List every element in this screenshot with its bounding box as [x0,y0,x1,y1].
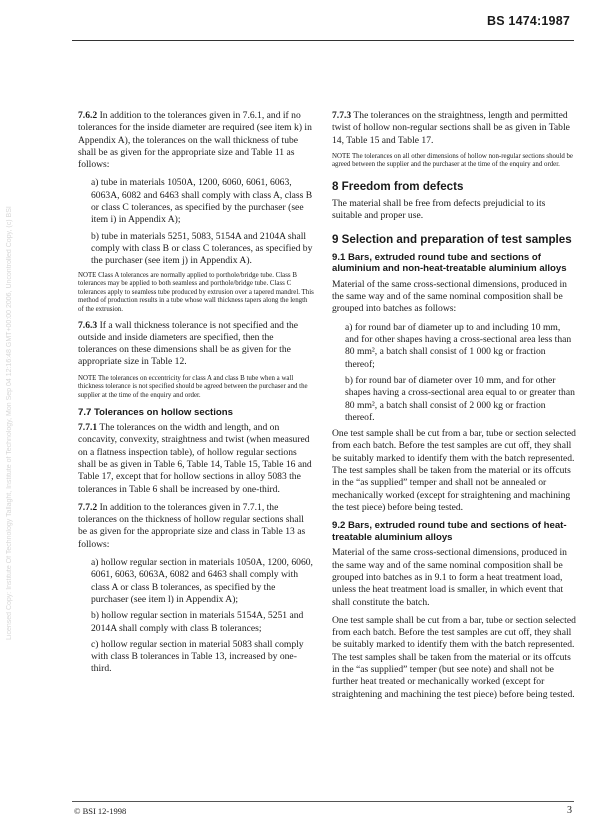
paragraph: Material of the same cross-sectional dimensions, produced in the same way and of the same nominal composition shall be grouped into batches as follows: [332,278,567,315]
paragraph: One test sample shall be cut from a bar, tube or section selected from each batch. Before the test samples are cut off, they shall be suitably marked to identify them with the batch represented. The test samples shall be taken from the material or its offcuts in the “as supplied” temper (but see note) and shall not be further heat treated or mechanically worked (except for straightening and machining the test piece) before being tested. [332,614,576,700]
subsection-heading-9-2: 9.2 Bars, extruded round tube and sections of heat-treatable aluminium alloys [332,520,567,543]
list-item: c) hollow regular section in material 5083 shall comply with class B tolerances in Table 13, increased by one-third. [91,638,304,675]
clause-7-7-3 [332,110,576,147]
list-item: b) tube in materials 5251, 5083, 5154A and 2104A shall comply with class B or class C tolerances, as specified by the purchaser (see item j) in Appendix A). [91,230,313,267]
clause-number: 7.6.3 [78,319,98,331]
header-rule [72,40,574,41]
page-number: 3 [567,805,572,816]
clause-number: 7.6.2 [78,110,98,121]
clause-number: 7.7.2 [78,501,98,513]
paragraph: Material of the same cross-sectional dimensions, produced in the same way and of the same nominal composition shall be grouped into batches as in 9.1 to form a heat treatment load, unless the heat treatment load is smaller, in which event that shall constitute the batch. [332,547,567,608]
clause-7-6-2 [78,110,314,171]
clause-number: 7.7.1 [78,422,98,434]
note: NOTE The tolerances on all other dimensions of hollow non-regular sections should be agreed between the supplier and the purchaser at the time of the enquiry and order. [332,152,573,169]
list-item: b) for round bar of diameter over 10 mm, and for other shapes having a cross-sectional area equal to or greater than 80 mm², a batch shall consist of 2 000 kg or fraction thereof. [345,374,575,423]
list-item: b) hollow regular section in materials 5154A, 5251 and 2014A shall comply with class B tolerances; [91,610,304,634]
list-item: a) tube in materials 1050A, 1200, 6060, 6061, 6063, 6063A, 6082 and 6463 shall comply with class A, class B or class C tolerances, as specified by the purchaser (see item i) in Appendix A); [91,177,313,226]
clause-7-7-2 [78,502,314,551]
clause-text: In addition to the tolerances given in 7.6.1, and if no tolerances for the inside diameter are required (see item k) in Appendix A), the tolerances on the wall thickness of tube shall be as given for the appropriate size and Table 11 as follows: [78,110,312,171]
section-heading-9: 9 Selection and preparation of test samples [332,232,572,246]
clause-text: If a wall thickness tolerance is not specified and the outside and inside diameters are specified, then the tolerances on these dimensions shall be as given for the appropriate size in Table 12. [78,319,299,368]
clause-7-7-1 [78,422,314,496]
watermark: Licensed Copy: Institute Of Technology Tallaght, Institute of Technology, Mon Sep 04 12:16:48 GMT+00:00 2006, Uncontrolled Copy, (c) BSI [6,206,13,640]
clause-number: 7.7.3 [332,110,352,121]
section-heading-7-7: 7.7 Tolerances on hollow sections [78,406,233,418]
clause-text: In addition to the tolerances given in 7.7.1, the tolerances on the thickness of hollow regular sections shall be as given for the appropriate size and class in Table 13 as follows: [78,501,306,550]
note: NOTE The tolerances on eccentricity for class A and class B tube when a wall thickness tolerance is not specified should be agreed between the purchaser and the supplier at the time of the enquiry and order. [78,374,308,399]
copyright: © BSI 12-1998 [74,806,127,816]
footer-rule [72,801,574,802]
clause-7-6-3 [78,320,314,369]
clause-text: The tolerances on the straightness, length and permitted twist of hollow non-regular sections shall be as given in Table 14, Table 15 and Table 17. [332,110,570,146]
note: NOTE Class A tolerances are normally applied to porthole/bridge tube. Class B tolerances may be applied to both seamless and porthole/bridge tube. Class C tolerances apply to seamless tube produced by extrusion over a tapered mandrel. This method of production results in a tube whose wall thickness tapers along the length of the extrusion. [78,271,314,313]
document-id: BS 1474:1987 [486,14,570,28]
left-column [78,110,314,680]
paragraph: One test sample shall be cut from a bar, tube or section selected from each batch. Before the test samples are cut off, they shall be suitably marked to identify them with the batch represented. The test samples shall be taken from the material or its offcuts in the “as supplied” temper and shall not be annealed or mechanically worked (except for straightening and machining the test piece) before being tested. [332,428,576,513]
section-8-text: The material shall be free from defects prejudicial to its suitable and proper use. [332,198,546,222]
right-column [332,110,576,707]
clause-text: The tolerances on the width and length, and on concavity, convexity, straightness and twist (when measured on a flatness inspection table), of hollow regular sections shall be as given in Table 6, Table 14, Table 15, Table 16 and Table 17, except that for hollow sections in alloy 5083 the tolerances in Table 6 shall be increased by one-third. [78,422,312,495]
list-item: a) for round bar of diameter up to and including 10 mm, and for other shapes having a cross-sectional area less than 80 mm², a batch shall consist of 1 000 kg or fraction thereof; [345,321,572,370]
section-heading-8: 8 Freedom from defects [332,180,464,194]
list-item: a) hollow regular section in materials 1050A, 1200, 6060, 6061, 6063, 6063A, 6082 and 6463 shall comply with class A or class B tolerances, as specified by the purchaser (see item l) in Appendix A); [91,557,313,605]
subsection-heading-9-1: 9.1 Bars, extruded round tube and sections of aluminium and non-heat-treatable aluminium alloys [332,251,567,275]
